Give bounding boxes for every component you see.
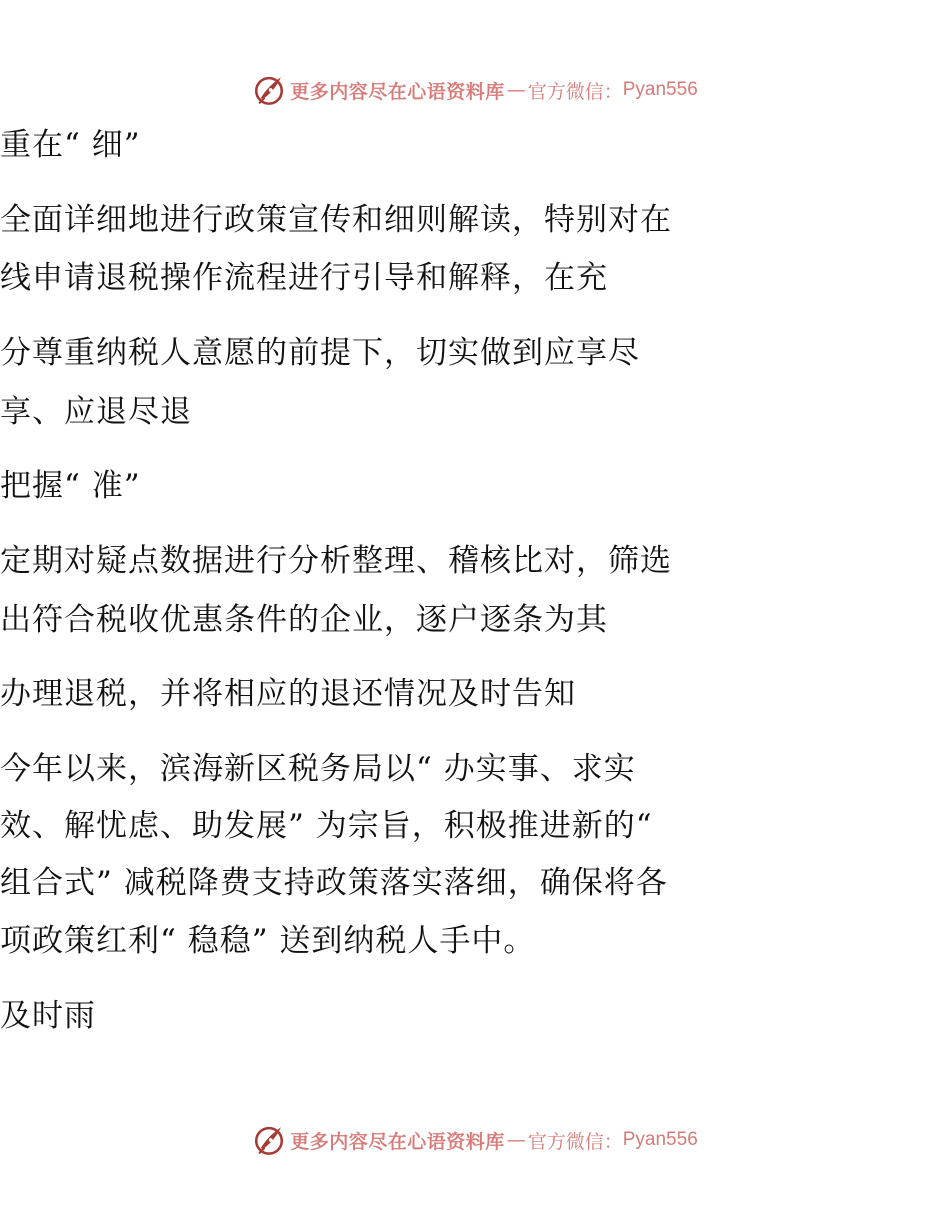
paragraph-line: 办理退税，并将相应的退还情况及时告知: [0, 676, 576, 712]
banner-wechat-id: Pyan556: [622, 1129, 698, 1150]
header-banner: [0, 70, 950, 110]
banner-contact-label: 官方微信：: [527, 1130, 623, 1153]
paragraph-line: 线申请退税操作流程进行引导和解释，在充: [0, 260, 608, 296]
paragraph-line: 定期对疑点数据进行分析整理、稽核比对，筛选: [0, 543, 672, 579]
banner-dash: —: [506, 79, 526, 101]
section-heading: 重在“ 细”: [0, 127, 141, 163]
quill-pen-logo-icon: [252, 73, 286, 107]
quill-pen-logo-icon: [252, 1123, 286, 1157]
banner-contact-label: 官方微信：: [527, 80, 623, 103]
paragraph-line: 享、应退尽退: [0, 394, 192, 430]
paragraph-line: 今年以来，滨海新区税务局以“ 办实事、求实: [0, 751, 636, 787]
banner-dash: —: [506, 1129, 526, 1151]
paragraph-line: 组合式” 减税降费支持政策落实落细，确保将各: [0, 865, 668, 901]
footer-banner: [0, 1120, 950, 1160]
section-heading: 及时雨: [0, 998, 96, 1034]
paragraph-line: 项政策红利“ 稳稳” 送到纳税人手中。: [0, 923, 536, 959]
paragraph-line: 全面详细地进行政策宣传和细则解读，特别对在: [0, 202, 672, 238]
banner-brand: 更多内容尽在心语资料库: [290, 80, 505, 103]
banner-brand: 更多内容尽在心语资料库: [290, 1130, 505, 1153]
paragraph-line: 出符合税收优惠条件的企业，逐户逐条为其: [0, 602, 608, 638]
paragraph-line: 效、解忧虑、助发展” 为宗旨，积极推进新的“: [0, 808, 653, 844]
section-heading: 把握“ 准”: [0, 468, 141, 504]
paragraph-line: 分尊重纳税人意愿的前提下，切实做到应享尽: [0, 335, 640, 371]
banner-wechat-id: Pyan556: [622, 79, 698, 100]
